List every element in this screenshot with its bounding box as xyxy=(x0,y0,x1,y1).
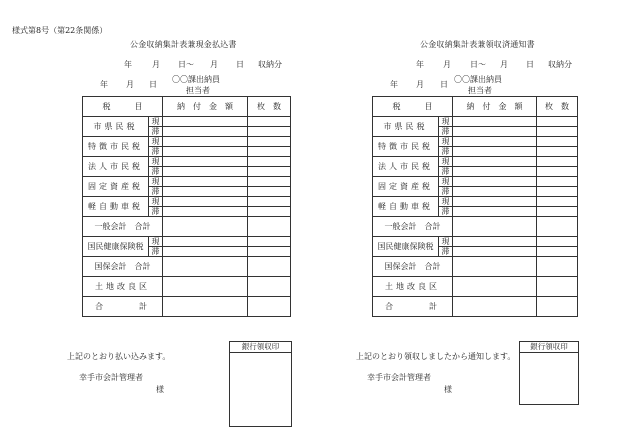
table-row xyxy=(373,137,578,147)
amount-cell[interactable] xyxy=(453,167,537,177)
right-tax-table xyxy=(372,96,578,317)
count-cell[interactable] xyxy=(248,197,291,207)
count-cell[interactable] xyxy=(248,237,291,247)
count-cell[interactable] xyxy=(537,157,578,167)
count-cell[interactable] xyxy=(248,297,291,317)
count-cell[interactable] xyxy=(537,147,578,157)
right-form-title: 公金収納集計表兼領収済通知書 xyxy=(420,40,535,49)
sub-category-label: 滞 xyxy=(439,247,453,257)
amount-cell[interactable] xyxy=(163,247,248,257)
count-cell[interactable] xyxy=(537,257,578,277)
sub-category-label: 滞 xyxy=(439,167,453,177)
right-stamp-label: 銀行領収印 xyxy=(520,342,578,353)
table-row xyxy=(373,257,578,277)
count-cell[interactable] xyxy=(248,157,291,167)
count-cell[interactable] xyxy=(248,127,291,137)
tax-item-name: 一般会計 合計 xyxy=(373,217,453,237)
amount-cell[interactable] xyxy=(453,147,537,157)
sub-category-label: 現 xyxy=(149,197,163,207)
left-form-title: 公金収納集計表兼現金払込書 xyxy=(130,40,237,49)
right-honorific: 様 xyxy=(444,385,452,394)
table-row xyxy=(83,217,291,237)
count-cell[interactable] xyxy=(537,237,578,247)
amount-cell[interactable] xyxy=(453,117,537,127)
amount-cell[interactable] xyxy=(453,137,537,147)
table-row xyxy=(373,157,578,167)
tax-item-name: 国保会計 合計 xyxy=(83,257,163,277)
count-cell[interactable] xyxy=(248,247,291,257)
left-sender: 〇〇課出納員 担当者 xyxy=(172,75,220,95)
table-row xyxy=(83,157,291,167)
sub-category-label: 滞 xyxy=(439,127,453,137)
count-cell[interactable] xyxy=(537,137,578,147)
count-cell[interactable] xyxy=(537,167,578,177)
table-row xyxy=(373,197,578,207)
sub-category-label: 滞 xyxy=(149,167,163,177)
count-cell[interactable] xyxy=(537,177,578,187)
amount-cell[interactable] xyxy=(163,157,248,167)
sub-category-label: 滞 xyxy=(149,207,163,217)
sub-category-label: 現 xyxy=(439,237,453,247)
amount-cell[interactable] xyxy=(453,127,537,137)
count-cell[interactable] xyxy=(537,207,578,217)
amount-cell[interactable] xyxy=(163,177,248,187)
amount-cell[interactable] xyxy=(453,187,537,197)
amount-cell[interactable] xyxy=(163,257,248,277)
header-tax-item: 税 目 xyxy=(83,97,163,117)
tax-item-name: 法人市民税 xyxy=(83,157,149,177)
amount-cell[interactable] xyxy=(163,237,248,247)
tax-item-name: 合 計 xyxy=(83,297,163,317)
left-honorific: 様 xyxy=(156,385,164,394)
right-table-header xyxy=(373,97,578,117)
amount-cell[interactable] xyxy=(163,117,248,127)
tax-item-name: 合 計 xyxy=(373,297,453,317)
count-cell[interactable] xyxy=(537,127,578,137)
table-row xyxy=(83,137,291,147)
table-row xyxy=(83,117,291,127)
sub-category-label: 現 xyxy=(439,197,453,207)
count-cell[interactable] xyxy=(248,167,291,177)
header-tax-item: 税 目 xyxy=(373,97,453,117)
count-cell[interactable] xyxy=(537,197,578,207)
right-footer-text: 上記のとおり領収しましたから通知します。 xyxy=(356,352,516,361)
sub-category-label: 滞 xyxy=(149,247,163,257)
tax-item-name: 軽自動車税 xyxy=(83,197,149,217)
count-cell[interactable] xyxy=(248,217,291,237)
left-stamp-label: 銀行領収印 xyxy=(230,342,291,353)
amount-cell[interactable] xyxy=(453,277,537,297)
sub-category-label: 現 xyxy=(439,157,453,167)
amount-cell[interactable] xyxy=(453,237,537,247)
sub-category-label: 現 xyxy=(149,237,163,247)
tax-item-name: 法人市民税 xyxy=(373,157,439,177)
tax-item-name: 市県民税 xyxy=(83,117,149,137)
table-row xyxy=(83,197,291,207)
sub-category-label: 現 xyxy=(439,117,453,127)
tax-item-name: 固定資産税 xyxy=(83,177,149,197)
table-row xyxy=(83,277,291,297)
sub-category-label: 現 xyxy=(439,137,453,147)
amount-cell[interactable] xyxy=(453,157,537,167)
header-amount: 納 付 金 額 xyxy=(163,97,248,117)
amount-cell[interactable] xyxy=(163,277,248,297)
amount-cell[interactable] xyxy=(453,217,537,237)
amount-cell[interactable] xyxy=(163,167,248,177)
sub-category-label: 滞 xyxy=(149,127,163,137)
tax-item-name: 固定資産税 xyxy=(373,177,439,197)
sub-category-label: 滞 xyxy=(439,147,453,157)
left-table-header xyxy=(83,97,291,117)
left-tax-table xyxy=(82,96,291,317)
amount-cell[interactable] xyxy=(163,197,248,207)
amount-cell[interactable] xyxy=(453,297,537,317)
right-bank-stamp-box xyxy=(519,341,579,405)
form-number: 様式第8号（第22条関係） xyxy=(12,26,108,35)
count-cell[interactable] xyxy=(537,297,578,317)
count-cell[interactable] xyxy=(248,257,291,277)
table-row xyxy=(83,297,291,317)
sub-category-label: 滞 xyxy=(149,187,163,197)
left-bank-stamp-box xyxy=(229,341,292,427)
sub-category-label: 現 xyxy=(149,157,163,167)
table-row xyxy=(373,217,578,237)
left-footer-text: 上記のとおり払い込みます。 xyxy=(67,352,171,361)
count-cell[interactable] xyxy=(248,177,291,187)
amount-cell[interactable] xyxy=(163,207,248,217)
right-manager: 幸手市会計管理者 xyxy=(367,373,431,382)
count-cell[interactable] xyxy=(537,277,578,297)
amount-cell[interactable] xyxy=(163,297,248,317)
table-row xyxy=(373,297,578,317)
amount-cell[interactable] xyxy=(163,137,248,147)
count-cell[interactable] xyxy=(537,217,578,237)
amount-cell[interactable] xyxy=(453,197,537,207)
amount-cell[interactable] xyxy=(163,187,248,197)
left-manager: 幸手市会計管理者 xyxy=(79,373,143,382)
table-row xyxy=(83,257,291,277)
amount-cell[interactable] xyxy=(453,177,537,187)
count-cell[interactable] xyxy=(537,117,578,127)
sub-category-label: 現 xyxy=(149,137,163,147)
tax-item-name: 特徴市民税 xyxy=(373,137,439,157)
header-count: 枚 数 xyxy=(537,97,578,117)
tax-item-name: 国民健康保険税 xyxy=(83,237,149,257)
table-row xyxy=(373,117,578,127)
amount-cell[interactable] xyxy=(163,127,248,137)
sub-category-label: 滞 xyxy=(149,147,163,157)
amount-cell[interactable] xyxy=(163,147,248,157)
sub-category-label: 現 xyxy=(149,117,163,127)
table-row xyxy=(373,177,578,187)
count-cell[interactable] xyxy=(248,207,291,217)
tax-item-name: 市県民税 xyxy=(373,117,439,137)
table-row xyxy=(83,237,291,247)
count-cell[interactable] xyxy=(248,187,291,197)
header-count: 枚 数 xyxy=(248,97,291,117)
sub-category-label: 現 xyxy=(149,177,163,187)
tax-item-name: 土地改良区 xyxy=(83,277,163,297)
count-cell[interactable] xyxy=(248,147,291,157)
table-row xyxy=(83,177,291,187)
count-cell[interactable] xyxy=(537,187,578,197)
amount-cell[interactable] xyxy=(163,217,248,237)
tax-item-name: 軽自動車税 xyxy=(373,197,439,217)
count-cell[interactable] xyxy=(537,247,578,257)
amount-cell[interactable] xyxy=(453,247,537,257)
right-sender: 〇〇課出納員 担当者 xyxy=(454,75,502,95)
amount-cell[interactable] xyxy=(453,207,537,217)
tax-item-name: 一般会計 合計 xyxy=(83,217,163,237)
tax-item-name: 特徴市民税 xyxy=(83,137,149,157)
table-row xyxy=(373,277,578,297)
header-amount: 納 付 金 額 xyxy=(453,97,537,117)
tax-item-name: 土地改良区 xyxy=(373,277,453,297)
sub-category-label: 現 xyxy=(439,177,453,187)
tax-item-name: 国民健康保険税 xyxy=(373,237,439,257)
sub-category-label: 滞 xyxy=(439,187,453,197)
tax-item-name: 国保会計 合計 xyxy=(373,257,453,277)
amount-cell[interactable] xyxy=(453,257,537,277)
count-cell[interactable] xyxy=(248,137,291,147)
count-cell[interactable] xyxy=(248,277,291,297)
count-cell[interactable] xyxy=(248,117,291,127)
sub-category-label: 滞 xyxy=(439,207,453,217)
table-row xyxy=(373,237,578,247)
